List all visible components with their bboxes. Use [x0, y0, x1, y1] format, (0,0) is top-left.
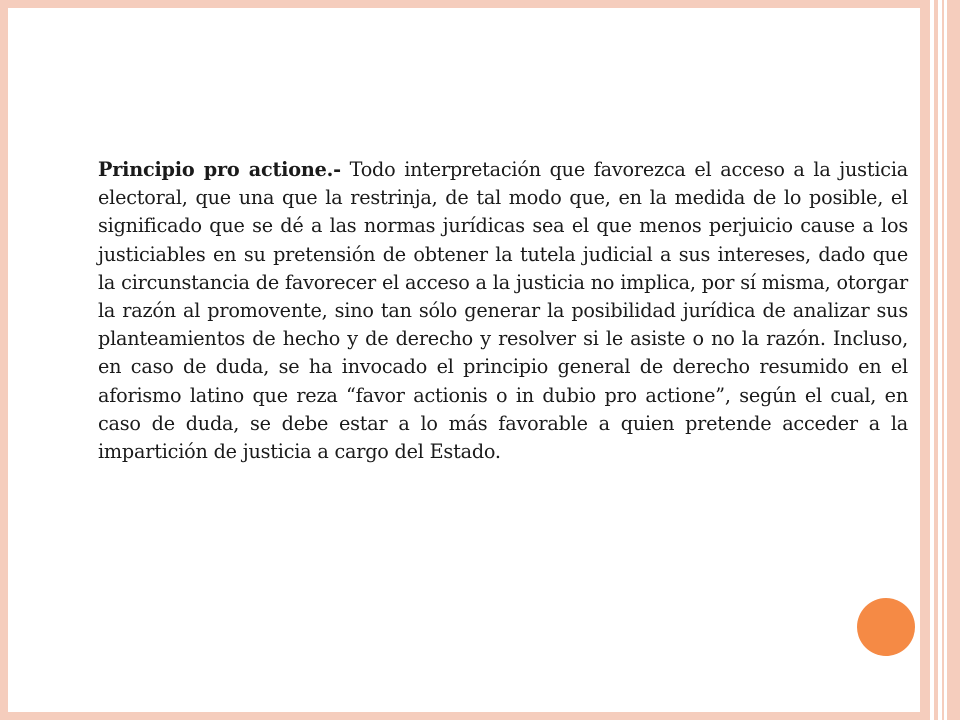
slide-border-left — [0, 0, 8, 720]
stripe — [920, 0, 930, 720]
decorative-circle — [857, 598, 915, 656]
stripe — [947, 0, 960, 720]
slide-paragraph: Todo interpretación que favorezca el acceso a la justicia electoral, que una que la restrinja, de tal modo que, en la medida de lo posible, el significado que se dé a las normas jurídicas sea el que menos perjuicio cause a los justiciables en su pretensión de obtener la tutela judicial a sus intereses, dado que la circunstancia de favorecer el acceso a la justicia no implica, por sí misma, otorgar la razón al promovente, sino tan sólo generar la posibilidad jurídica de analizar sus planteamientos de hecho y de derecho y resolver si le asiste o no la razón. Incluso, en caso de duda, se ha invocado el principio general de derecho resumido en el aforismo latino que reza “favor actionis o in dubio pro actione”, según el cual, en caso de duda, se debe estar a lo más favorable a quien pretende acceder a la impartición de justicia a cargo del Estado. — [98, 158, 908, 464]
slide-border-top — [0, 0, 920, 8]
stripe — [942, 0, 944, 720]
slide-body-text — [98, 156, 908, 466]
slide-border-bottom — [0, 712, 920, 720]
decorative-stripes — [920, 0, 960, 720]
stripe — [934, 0, 938, 720]
slide-heading: Principio pro actione.- — [98, 158, 341, 181]
